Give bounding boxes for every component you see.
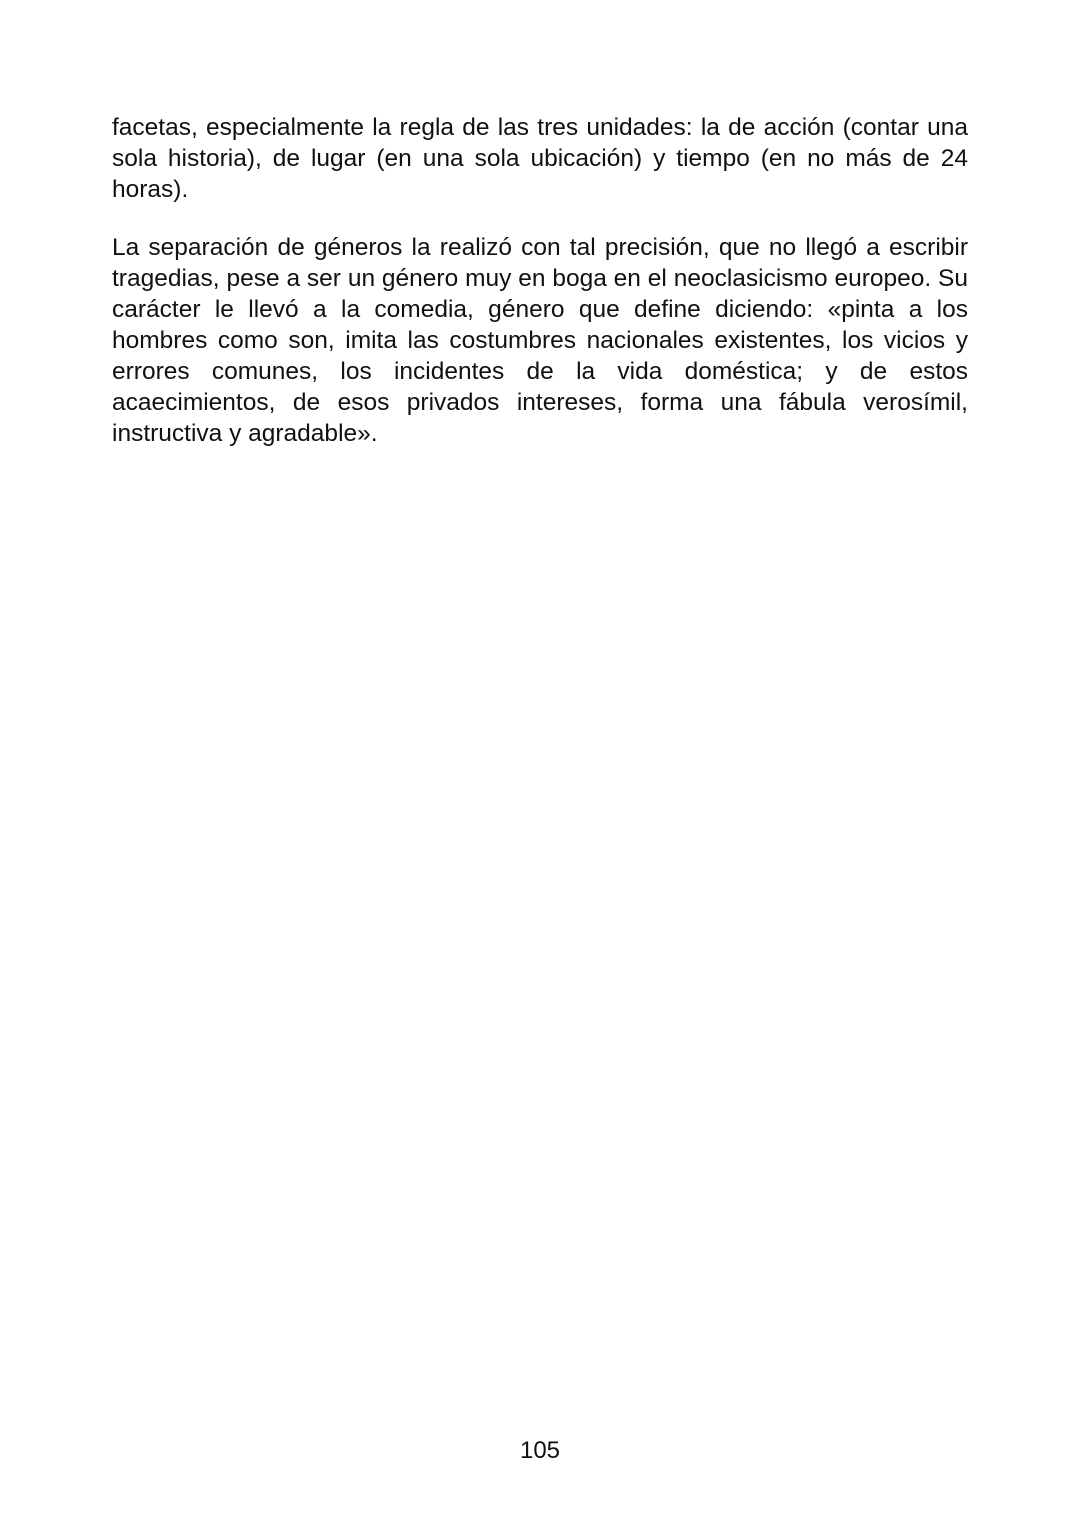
paragraph-genre-separation: La separación de géneros la realizó con tal precisión, que no llegó a escribir tragedias, pese a ser un género muy en boga en el neoclasicismo europeo. Su carácter le llevó a la comedia, género que define diciendo: «pinta a los hombres como son, imita las costumbres nacionales existentes, los vicios y errores comunes, los incidentes de la vida doméstica; y de estos acaecimientos, de esos privados intereses, forma una fábula verosímil, instructiva y agradable». (112, 234, 968, 447)
page-body (112, 112, 968, 449)
page-number: 105 (519, 1437, 561, 1464)
paragraph-unities: facetas, especialmente la regla de las tres unidades: la de acción (contar una sola historia), de lugar (en una sola ubicación) y tiempo (en no más de 24 horas). (112, 114, 968, 203)
